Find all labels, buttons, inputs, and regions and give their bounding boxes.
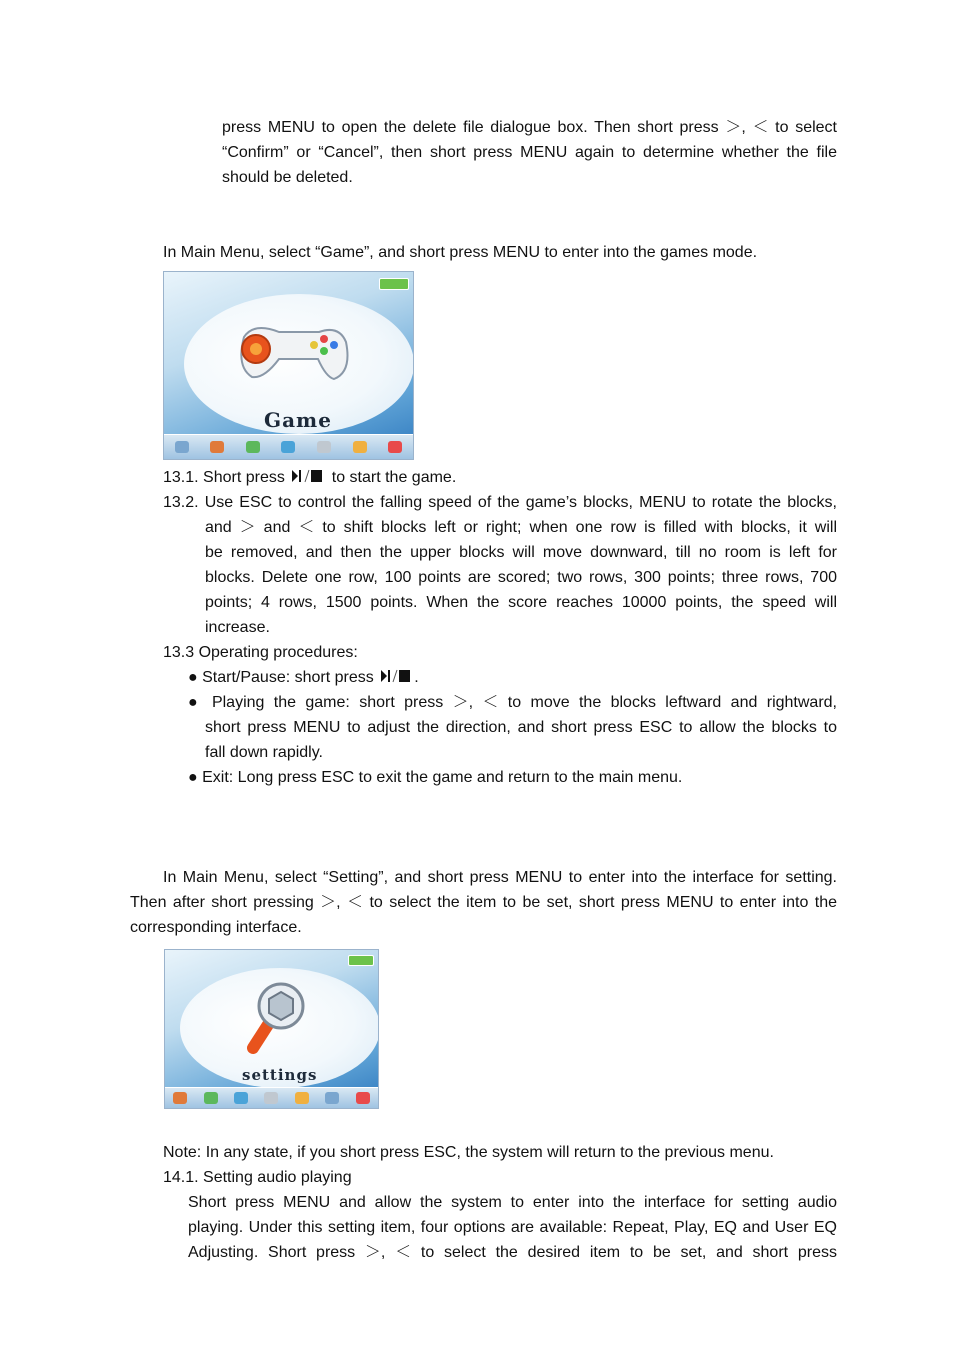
wrench-icon: [233, 978, 313, 1068]
bullet-exit: ● Exit: Long press ESC to exit the game and return to the main menu.: [188, 769, 683, 786]
bullet-start-pause-label: ● Start/Pause: short press: [188, 669, 374, 686]
step-14-1-heading: 14.1. Setting audio playing: [163, 1169, 352, 1186]
battery-icon: [348, 955, 374, 966]
step-13-2-line-2: and ＞ and ＜ to shift blocks left or right; when one row is filled with blocks, it will: [205, 519, 837, 536]
intro-line-3: should be deleted.: [222, 169, 353, 186]
bullet-playing-line-1: ● Playing the game: short press ＞, ＜ to move the blocks leftward and rightward,: [188, 694, 837, 711]
step-13-2-line-3: be removed, and then the upper blocks will move downward, till no room is left for: [205, 544, 837, 561]
step-14-1-line-1: Short press MENU and allow the system to enter into the interface for setting audio: [188, 1194, 837, 1211]
step-13-2-line-4: blocks. Delete one row, 100 points are scored; two rows, 300 points; three rows, 700: [205, 569, 837, 586]
step-13-3-heading: 13.3 Operating procedures:: [163, 644, 358, 661]
step-13-2-line-1: 13.2. Use ESC to control the falling speed of the game’s blocks, MENU to rotate the blocks,: [163, 494, 837, 511]
menu-dock: [165, 1087, 378, 1108]
play-pause-icon: [289, 468, 327, 484]
settings-screen-image: [164, 949, 379, 1109]
step-13-2-line-6: increase.: [205, 619, 270, 636]
settings-note: Note: In any state, if you short press ESC, the system will return to the previous menu.: [163, 1144, 774, 1161]
game-screen-image: [163, 271, 414, 460]
play-pause-icon: [378, 668, 414, 684]
bullet-playing-line-3: fall down rapidly.: [205, 744, 323, 761]
settings-intro-line-2: Then after short pressing ＞, ＜ to select the item to be set, short press MENU to enter into the: [130, 894, 837, 911]
step-13-1-label: 13.1. Short press: [163, 469, 285, 486]
game-intro: In Main Menu, select “Game”, and short press MENU to enter into the games mode.: [163, 244, 758, 261]
step-13-2-line-5: points; 4 rows, 1500 points. When the score reaches 10000 points, the speed will: [205, 594, 837, 611]
settings-intro-line-1: In Main Menu, select “Setting”, and short press MENU to enter into the interface for setting.: [163, 869, 837, 886]
step-14-1-line-3: Adjusting. Short press ＞, ＜ to select the desired item to be set, and short press: [188, 1244, 837, 1261]
step-13-1-tail: to start the game.: [331, 469, 457, 486]
bullet-start-pause: [188, 665, 419, 690]
settings-screen-caption: settings: [242, 1066, 318, 1084]
bullet-playing-line-2: short press MENU to adjust the direction, and short press ESC to allow the blocks to: [205, 719, 837, 736]
battery-icon: [379, 278, 409, 290]
game-screen-caption: Game: [264, 408, 332, 432]
step-13-1: [163, 465, 456, 490]
bullet-start-pause-tail: .: [414, 669, 419, 686]
step-14-1-line-2: playing. Under this setting item, four options are available: Repeat, Play, EQ and User EQ: [188, 1219, 837, 1236]
menu-dock: [164, 434, 413, 459]
settings-intro-line-3: corresponding interface.: [130, 919, 302, 936]
gamepad-icon: [234, 317, 354, 387]
intro-line-1: press MENU to open the delete file dialogue box. Then short press ＞, ＜ to select: [222, 119, 837, 136]
intro-line-2: “Confirm” or “Cancel”, then short press MENU again to determine whether the file: [222, 144, 837, 161]
